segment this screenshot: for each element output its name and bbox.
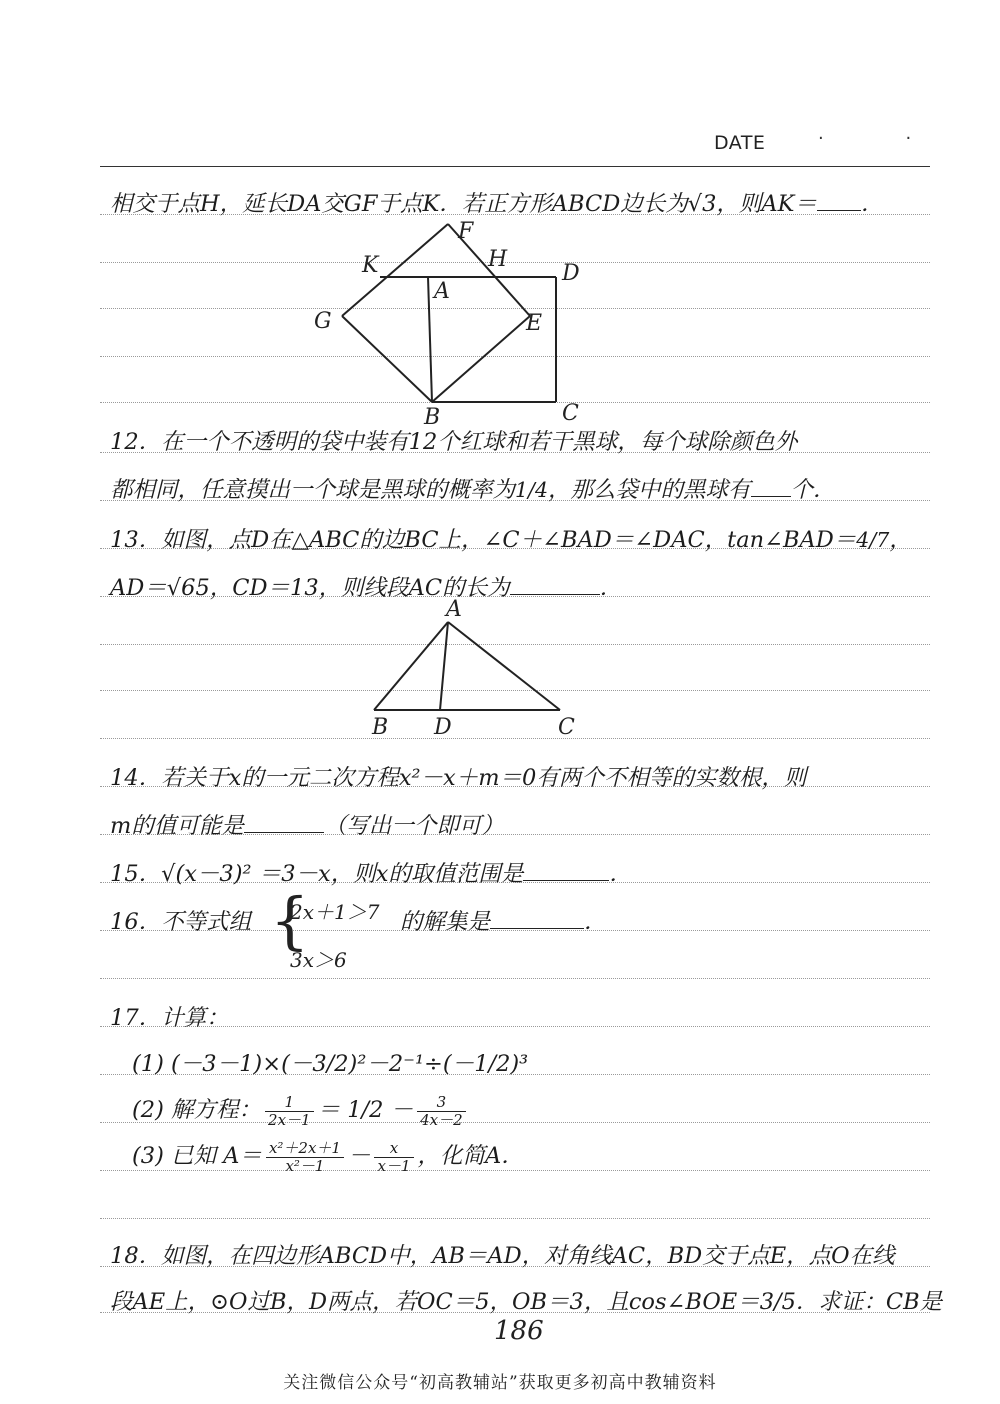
q11-label-C: C	[562, 401, 579, 426]
q13-tan-value: 4/7	[856, 528, 890, 552]
q12-probability: 1/4	[515, 478, 549, 502]
q17-part1: (1) (－3－1)×(－3/2)²－2⁻¹÷(－1/2)³	[132, 1051, 529, 1077]
q11-label-A: A	[434, 279, 450, 304]
q11-label-B: B	[424, 405, 441, 430]
q14-line2	[110, 808, 504, 840]
q17-part3	[132, 1138, 524, 1175]
q17-part2-frac2: $\frac{3}{4x-2}$	[417, 1094, 466, 1129]
q16-answer-blank	[490, 910, 584, 929]
q13-line1-end: ，	[889, 527, 912, 553]
q17-part3-minus: －	[347, 1143, 371, 1169]
q13-seg-AC	[448, 622, 560, 710]
q11-label-H: H	[488, 247, 508, 272]
q16-ineq2: 3x＞6	[290, 948, 347, 972]
q16-ineq1: 2x＋1＞7	[290, 900, 380, 924]
q14-line2-text: m的值可能是	[110, 813, 244, 839]
q11-label-K: K	[362, 253, 379, 278]
q13-seg-BA	[374, 622, 448, 710]
q13-label-D: D	[434, 715, 452, 740]
q12-line2-end: ，那么袋中的黑球有	[548, 477, 751, 503]
q13-seg-AD	[440, 622, 448, 710]
q11-label-D: D	[562, 261, 580, 286]
q11-period: ．	[860, 191, 884, 217]
q11-label-F: F	[458, 219, 474, 244]
q15-text: 15．√(x－3)² ＝3－x，则x的取值范围是	[110, 861, 524, 887]
q11-ask: ，则AK＝	[716, 191, 817, 217]
q17-part3-frac1: $\frac{\text{x²＋2x＋1}}{\text{x²－1}}$	[266, 1140, 344, 1175]
q17-part2-label: (2) 解方程：	[132, 1097, 262, 1123]
q14-note: （写出一个即可）	[323, 813, 504, 839]
date-label: DATE	[714, 132, 766, 154]
page-number: 186	[494, 1316, 544, 1346]
q17-part3-frac2: $\frac{x}{x-1}$	[374, 1140, 413, 1175]
q11-label-E: E	[526, 311, 543, 336]
q15-period: ．	[609, 861, 632, 887]
q12-unit: 个．	[790, 477, 836, 503]
q17-title: 17．计算：	[110, 1005, 229, 1031]
q18-line2: 段AE上，⊙O过B，D两点，若OC＝5，OB＝3，且cos∠BOE＝3/5．求证：CB是	[110, 1289, 943, 1315]
q17-part2-frac1: $\frac{1}{2x-1}$	[265, 1094, 314, 1129]
q13-line2-text: AD＝√65，CD＝13，则线段AC的长为	[110, 575, 510, 601]
q14-answer-blank	[244, 814, 324, 833]
footer-note: 关注微信公众号“初高教辅站”获取更多初高中教辅资料	[283, 1373, 717, 1393]
q12-line2-text: 都相同，任意摸出一个球是黑球的概率为	[110, 477, 516, 503]
q13-label-B: B	[372, 715, 389, 740]
q16-brace: {	[270, 884, 310, 957]
q17-part2	[132, 1092, 470, 1129]
q14-line1: 14．若关于x的一元二次方程x²－x＋m＝0有两个不相等的实数根，则	[110, 765, 807, 791]
q18-line1: 18．如图，在四边形ABCD中，AB＝AD，对角线AC，BD交于点E，点O在线	[110, 1243, 895, 1269]
q13-label-A: A	[446, 597, 462, 622]
q13-period: ．	[599, 575, 623, 601]
q15-line	[110, 856, 632, 888]
q16-post	[400, 904, 607, 936]
q17-part3-end: ，化简A．	[417, 1143, 524, 1169]
q16-pre: 16．不等式组	[110, 909, 252, 935]
q13-label-C: C	[558, 715, 575, 740]
q13-line1-text: 13．如图，点D在△ABC的边BC上，∠C＋∠BAD＝∠DAC，tan∠BAD＝	[110, 527, 857, 553]
q15-answer-blank	[523, 862, 609, 881]
q17-part2-mid: ＝ 1/2 －	[317, 1097, 414, 1123]
q11-side-length: √3	[687, 191, 717, 217]
q16-period: ．	[584, 909, 607, 935]
q11-text-main: 相交于点H，延长DA交GF于点K．若正方形ABCD边长为	[110, 191, 688, 217]
date-dots: · ·	[818, 128, 950, 149]
q16-post-text: 的解集是	[400, 909, 491, 935]
q17-part3-label: (3) 已知 A＝	[132, 1143, 262, 1169]
q11-label-G: G	[314, 309, 332, 334]
q12-line1: 12．在一个不透明的袋中装有12个红球和若干黑球，每个球除颜色外	[110, 429, 798, 455]
